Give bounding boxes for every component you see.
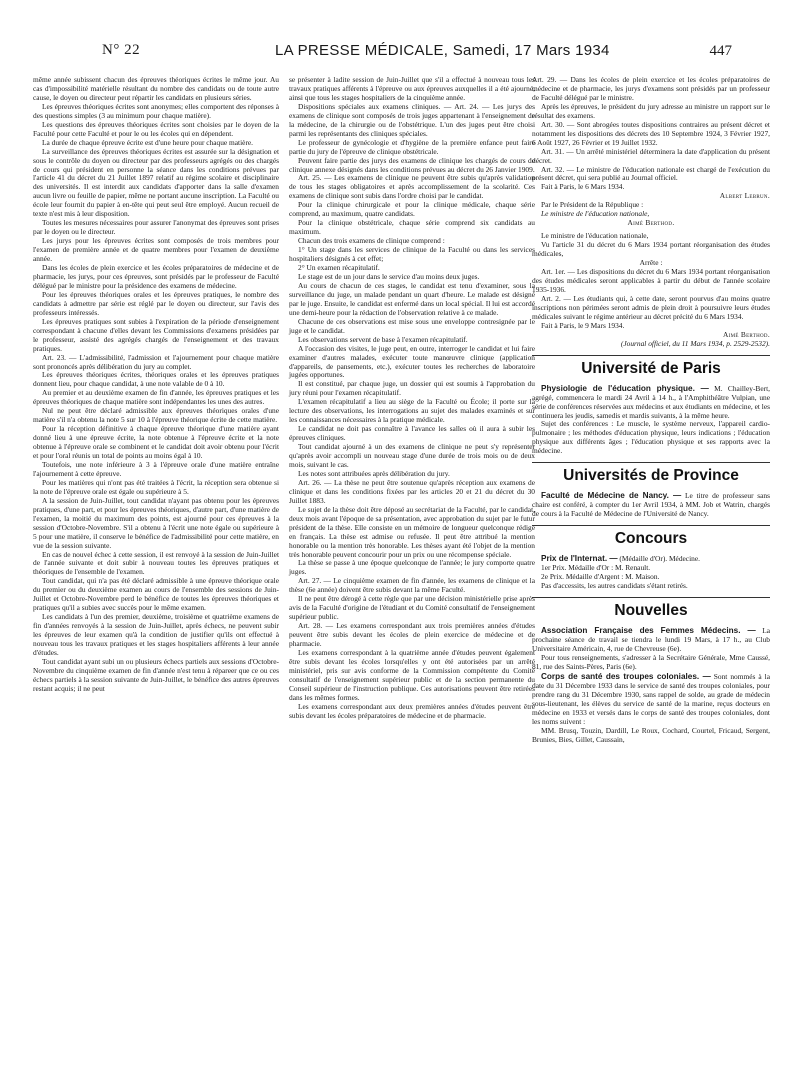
column-2 (289, 76, 535, 721)
paragraph: 1° Un stage dans les services de clinique de la Faculté ou dans les services hospitaliers désignés à cet effet; (289, 245, 535, 264)
paragraph-text: Sont nommés à la date du 31 Décembre 1933 dans le service de santé des troupes coloniales, pour prendre rang du 31 Décembre 1930, sans rappel de solde, au grade de médecin sous-lieutenant, les élèves du service de santé de la marine, reçus docteurs en médecine en 1933 et versés dans le corps de santé des troupes coloniales, dont les noms suivent : (532, 671, 770, 726)
paragraph: Art. 30. — Sont abrogées toutes dispositions contraires au présent décret et notamment les dispositions des décrets des 10 Septembre 1924, 3 Février 1927, 6 Août 1927, 26 Février et 19 Juillet 1932. (532, 119, 770, 147)
paragraph: Les observations servent de base à l'examen récapitulatif. (298, 334, 468, 344)
paragraph-text: La prochaine séance de travail se tiendra le lundi 19 Mars, à 17 h., au Club Universitaire Américain, 4, rue de Chevreuse (6e). (532, 626, 770, 653)
subheading: Prix de l'Internat. — (541, 554, 618, 564)
paragraph: MM. Brusq, Touzin, Dardill, Le Roux, Cochard, Courtel, Fricaud, Sergent, Brunies, Bies, Gillet, Caussain, (532, 725, 770, 744)
paragraph: L'examen récapitulatif a lieu au siège de la Faculté ou École; il porte sur la lecture des observations, les interrogations au sujet des malades examinés et sur les connaissances nécessaires à la pratique médicale. (289, 397, 535, 425)
paragraph: Le candidat ne doit pas connaître à l'avance les salles où il aura à subir les épreuves cliniques. (289, 424, 535, 443)
paragraph: A la session de Juin-Juillet, tout candidat n'ayant pas obtenu pour les épreuves pratiques, d'une part, et pour les épreuves théoriques, d'autre part, d'une matière de l'examen, la moitié du maximum des points, est ajourné pour ces épreuves à la session d'Octobre-Novembre. S'il a obtenu à l'écrit une note égale ou supérieure à 5 pour une matière, il conserve le bénéfice de l'admissibilité pour cette matière, en vue de la session suivante. (33, 495, 279, 550)
paragraph: Les épreuves théoriques écrites, théoriques orales et les épreuves pratiques donnent lieu, pour chaque candidat, à une note valable de 0 à 10. (33, 370, 279, 389)
paragraph-text: M. Chailley-Bert, agrégé, commencera le mardi 24 Avril à 14 h., à l'Amphithéâtre Vulpian, une série de conférences réservées aux médecins et aux étudiants en médecine, et les continuera les jeudis, samedis et mardis suivants, à la même heure. (532, 383, 770, 420)
paragraph: Les jurys pour les épreuves écrites sont composés de trois membres pour l'examen de première année et de quatre membres pour l'examen de deuxième année. (33, 236, 279, 264)
paragraph: Dans les écoles de plein exercice et les écoles préparatoires de médecine et de pharmacie, les jurys, pour ces épreuves, sont présidés par le professeur de Faculté délégué par le ministre pour la présidence des examens de médecine. (33, 263, 279, 290)
paragraph: Sujet des conférences : Le muscle, le système nerveux, l'appareil cardio-pulmonaire ; les méthodes d'éducation physique, leurs indications ; l'éducation physique aux différents âges ; l'éducation physique et ses rapports avec la médecine. (532, 419, 770, 456)
paragraph: Vu l'article 31 du décret du 6 Mars 1934 portant réorganisation des études médicales, (532, 240, 770, 259)
paragraph: Le sujet de la thèse doit être déposé au secrétariat de la Faculté, par le candidat, deux mois avant l'époque de sa présentation, avec approbation du sujet par le futur président de la thèse. Elle consiste en un mémoire de longueur quelconque rédigé en français. La thèse est admise ou refusée. Il peut être attribué la mention honorable ou la mention très honorable. Les thèses ayant été l'objet de la mention très honorable peuvent concourir pour un prix ou une récompense spéciale. (289, 504, 535, 559)
paragraph: Fait à Paris, le 9 Mars 1934. (541, 320, 625, 330)
paragraph: Pour la clinique chirurgicale et pour la clinique médicale, chaque série comprend, au maximum, quatre candidats. (289, 200, 535, 219)
paragraph: Le professeur de gynécologie et d'hygiène de la première enfance peut faire partie du jury de l'épreuve de clinique obstétricale. (289, 137, 535, 156)
paragraph: Tout candidat ayant subi un ou plusieurs échecs partiels aux sessions d'Octobre-Novembre du cinquième examen de fin d'année n'est tenu à répareer que ce ou ces échecs partiels à la session suivante de Juin-Juillet, le bénéfice des autres épreuves restant acquis; il ne peut (33, 656, 279, 693)
paragraph: Pour la réception définitive à chaque épreuve théorique d'une matière ayant donné lieu à une épreuve écrite, la note obtenue à l'épreuve écrite et la note obtenue à l'épreuve orale se combinent et le candidat doit avoir obtenu pour l'écrit et pour l'oral réunis un total de points au moins égal à 10. (33, 424, 279, 461)
paragraph: Toutefois, une note inférieure à 3 à l'épreuve orale d'une matière entraîne l'ajournement à cette épreuve. (33, 459, 279, 478)
column-3 (532, 76, 770, 745)
subheading: Faculté de Médecine de Nancy. — (541, 491, 682, 501)
paragraph: Il ne peut être dérogé à cette règle que par une décision ministérielle prise après avis de la Faculté d'origine de l'étudiant et du Comité consultatif de l'enseignement supérieur public. (289, 594, 535, 622)
paragraph: Au premier et au deuxième examen de fin d'année, les épreuves pratiques et les épreuves théoriques de chaque matière sont indépendantes les unes des autres. (33, 388, 279, 407)
paragraph: Toutes les mesures nécessaires pour assurer l'anonymat des épreuves sont prises par le doyen ou le directeur. (33, 218, 279, 237)
paragraph: 1er Prix. Médaille d'Or : M. Renault. (541, 563, 651, 573)
page-number-right: 447 (709, 43, 732, 59)
paragraph: La surveillance des épreuves théoriques écrites est assurée sur la désignation et sous le contrôle du doyen ou directeur par des professeurs agrégés ou des chargés de cours qui président en personne la séance dans les conditions prévues par l'article 41 du décret du 21 Juillet 1897 relatif au régime scolaire et disciplinaire des universités. Il est interdit aux candidats d'apporter dans la salle d'examen aucun livre ou feuille de papier, même ne portant aucune inscription. La Faculté ou école leur fournit du papier à en-tête qui peut seul être employé. Aucun recueil de texte n'est mis à leur disposition. (33, 146, 279, 219)
section-title: Nouvelles (614, 602, 688, 620)
paragraph (532, 626, 770, 654)
divider (532, 525, 770, 526)
paragraph: Art. 25. — Les examens de clinique ne peuvent être subis qu'après validation de tous les stages obligatoires et après accomplissement de la scolarité. Ces examens de clinique sont subis dans l'ordre choisi par le candidat. (289, 173, 535, 201)
paragraph: Art. 2. — Les étudiants qui, à cette date, seront pourvus d'au moins quatre inscriptions non périmées seront admis de plein droit à poursuivre leurs études médicales suivant le régime antérieur au décret précité du 6 Mars 1934. (532, 293, 770, 321)
paragraph: Art. 26. — La thèse ne peut être soutenue qu'après réception aux examens de clinique et dans les conditions fixées par les articles 20 et 21 du décret du 30 Juillet 1883. (289, 477, 535, 505)
paragraph: Chacune de ces observations est mise sous une enveloppe contresignée par le juge et le candidat. (289, 316, 535, 335)
paragraph: Peuvent faire partie des jurys des examens de clinique les chargés de cours de clinique annexe désignés dans les conditions prévues au décret du 26 Janvier 1909. (289, 155, 535, 174)
paragraph: Art. 32. — Le ministre de l'éducation nationale est chargé de l'exécution du présent décret, qui sera publié au Journal officiel. (532, 164, 770, 183)
paragraph: Les épreuves théoriques écrites sont anonymes; elles comportent des réponses à des questions simples (3 au minimum pour chaque matière). (33, 101, 279, 120)
paragraph: Tout candidat ajourné à un des examens de clinique ne peut s'y représenter qu'après avoir accompli un nouveau stage d'une durée de trois mois ou de deux mois, suivant le cas. (289, 442, 535, 469)
subheading: Corps de santé des troupes coloniales. — (541, 671, 711, 681)
paragraph: même année subissent chacun des épreuves théoriques écrites le même jour. Au cas d'impossibilité matérielle résultant du nombre des candidats ou de toute autre cause, le doyen ou directeur peut répartir les candidats en plusieurs séries. (33, 75, 279, 102)
paragraph: 2° Un examen récapitulatif. (298, 263, 380, 273)
paragraph: La durée de chaque épreuve écrite est d'une heure pour chaque matière. (42, 137, 254, 147)
section-title: Université de Paris (581, 359, 721, 377)
paragraph: se présenter à ladite session de Juin-Juillet que s'il a effectué à nouveau tous les travaux pratiques afférents à l'épreuve ou aux épreuves auxquelles il a été ajourné, ainsi que tous les stages hospitaliers de la cinquième année. (289, 75, 535, 102)
paragraph-text: (Médaille d'Or). Médecine. (619, 554, 700, 564)
paragraph: Pour la clinique obstétricale, chaque série comprend six candidats au maximum. (289, 218, 535, 237)
paragraph: Au cours de chacun de ces stages, le candidat est tenu d'examiner, sous la surveillance du juge, un malade pendant un quart d'heure. Le malade est désigné par le juge. Ensuite, le candidat est enfermé dans un local spécial. Il lui est accordé une demi-heure pour la rédaction de l'observation relative à ce malade. (289, 280, 535, 317)
paragraph: Chacun des trois examens de clinique comprend : (298, 236, 445, 246)
section-title: Concours (614, 530, 688, 548)
paragraph: Les examens correspondant à la quatrième année d'études peuvent également être subis devant les écoles lorsqu'elles y ont été autorisées par un arrêté ministériel, pris sur avis conforme de la Commission compétente du Comité consultatif de l'enseignement supérieur public et de la section permanente du Conseil supérieur de l'instruction publique. Ces autorisations peuvent être retirées dans les mêmes formes. (289, 648, 535, 702)
paragraph: Fait à Paris, le 6 Mars 1934. (541, 182, 625, 192)
paragraph: Art. 23. — L'admissibilité, l'admission et l'ajournement pour chaque matière sont prononcés après délibération du jury au complet. (33, 352, 279, 371)
source-citation: (Journal officiel, du 11 Mars 1934, p. 2529-2532). (620, 338, 770, 348)
paragraph: Les questions des épreuves théoriques écrites sont choisies par le doyen de la Faculté pour cette Faculté et pour le ou les écoles qui en dépendent. (33, 119, 279, 138)
paragraph: Les notes sont attribuées après délibération du jury. (298, 468, 450, 478)
paragraph: Le stage est de un jour dans le service d'au moins deux juges. (298, 271, 480, 281)
paragraph: Art. 27. — Le cinquième examen de fin d'année, les examens de clinique et la thèse (6e année) doivent être subis devant la même Faculté. (289, 576, 535, 595)
paragraph: Nul ne peut être déclaré admissible aux épreuves théoriques orales d'une matière s'il n'a obtenu la note 5 sur 10 à l'épreuve théorique écrite de cette matière. (33, 406, 279, 425)
paragraph: La thèse se passe à une époque quelconque de l'année; le jury comporte quatre juges. (289, 558, 535, 577)
paragraph (532, 491, 770, 519)
section-title: Universités de Province (563, 467, 739, 485)
paragraph: Tout candidat, qui n'a pas été déclaré admissible à une épreuve théorique orale du premier ou du deuxième examen au cours de l'ensemble des sessions de Juin-Juillet et Octobre-Novembre perd le bénéfice de toutes les épreuves théoriques et pratiques qu'il a subies avec succès pour le même examen. (33, 576, 279, 613)
divider (532, 355, 770, 356)
paragraph: Après les épreuves, le président du jury adresse au ministre un rapport sur le résultat des examens. (532, 101, 770, 120)
paragraph: Par le Président de la République : (541, 200, 644, 210)
paragraph: Art. 28. — Les examens correspondant aux trois premières années d'études peuvent être subis devant les écoles de plein exercice de médecine et de pharmacie. (289, 621, 535, 649)
page-header (28, 40, 772, 68)
paragraph: Les candidats à l'un des premier, deuxième, troisième et quatrième examens de fin d'années renvoyés à la session de Juin-Juillet, après échecs, ne peuvent subir les épreuves de leur examen qu'à la condition de justifier qu'ils ont effectué à nouveau tous les travaux pratiques et les stages hospitaliers afférents à leur année d'études. (33, 612, 279, 657)
paragraph: Pour les matières qui n'ont pas été traitées à l'écrit, la réception sera obtenue si la note de l'épreuve orale est égale ou supérieure à 5. (33, 477, 279, 496)
paragraph: Le ministre de l'éducation nationale, (541, 231, 649, 241)
page-number-left: N° 22 (102, 42, 141, 58)
journal-title: LA PRESSE MÉDICALE, Samedi, 17 Mars 1934 (275, 42, 610, 59)
divider (532, 462, 770, 463)
paragraph: A l'occasion des visites, le juge peut, en outre, interroger le candidat et lui faire examiner d'autres malades, exécuter toute manœuvre clinique (application d'appareils, de pansements, etc.), exécuter toutes les recherches de laboratoire jugées opportunes. (289, 343, 535, 380)
paragraph: Art. 1er. — Les dispositions du décret du 6 Mars 1934 portant réorganisation des études médicales seront applicables à partir du début de l'année scolaire 1935-1936. (532, 267, 770, 294)
paragraph: Pour les épreuves théoriques orales et les épreuves pratiques, le nombre des candidats à admettre par série est réglé par le doyen ou directeur, sur l'avis des professeurs intéressés. (33, 289, 279, 317)
paragraph: Art. 31. — Un arrêté ministériel déterminera la date d'application du présent décret. (532, 146, 770, 165)
paragraph: Il est constitué, par chaque juge, un dossier qui est soumis à l'approbation du jury réuni pour l'examen récapitulatif. (289, 379, 535, 398)
subheading: Physiologie de l'éducation physique. — (541, 383, 709, 393)
paragraph: Pas d'accessits, les autres candidats s'étant retirés. (541, 581, 688, 591)
paragraph: En cas de nouvel échec à cette session, il est renvoyé à la session de Juin-Juillet de l'année suivante et doit subir à nouveau toutes les épreuves pratiques et théoriques de l'ensemble de l'examen. (33, 549, 279, 577)
paragraph (532, 672, 770, 727)
paragraph: Art. 29. — Dans les écoles de plein exercice et les écoles préparatoires de médecine et de pharmacie, les jurys d'examens sont présidés par un professeur de Faculté délégué par le ministre. (532, 75, 770, 102)
paragraph: Dispositions spéciales aux examens cliniques. — Art. 24. — Les jurys des examens de clinique sont composés de trois juges appartenant à l'enseignement de la médecine, de la chirurgie ou de l'obstétrique. L'un des juges peut être choisi parmi les représentants des cliniques spéciales. (289, 101, 535, 138)
subheading: Association Française des Femmes Médecins. — (541, 626, 756, 636)
paragraph: Les examens correspondant aux deux premières années d'études peuvent être subis devant les écoles préparatoires de médecine et de pharmacie. (289, 701, 535, 720)
paragraph-text: Le titre de professeur sans chaire est conféré, à compter du 1er Avril 1934, à MM. Job et Watrin, chargés de cours à la Faculté de Médecine de l'Université de Nancy. (532, 491, 770, 519)
divider (532, 597, 770, 598)
paragraph: 2e Prix. Médaille d'Argent : M. Maison. (541, 572, 660, 582)
column-1 (33, 76, 279, 694)
paragraph: Les épreuves pratiques sont subies à l'expiration de la période d'enseignement correspondant à chacune d'elles devant les Commissions d'examens présidées par le professeur, assisté des agrégés chargés de l'enseignement et des travaux pratiques. (33, 316, 279, 353)
signature: Aimé Berthod. (722, 329, 770, 339)
paragraph: Le ministre de l'éducation nationale, (541, 209, 650, 219)
paragraph: Pour tous renseignements, s'adresser à la Secrétaire Générale, Mme Caussé, 81, rue des Saints-Pères, Paris (6e). (532, 652, 770, 671)
signature: Albert Lebrun. (719, 191, 770, 201)
signature: Aimé Berthod. (627, 218, 675, 228)
paragraph: Arrête : (639, 258, 663, 268)
paragraph (532, 384, 770, 421)
